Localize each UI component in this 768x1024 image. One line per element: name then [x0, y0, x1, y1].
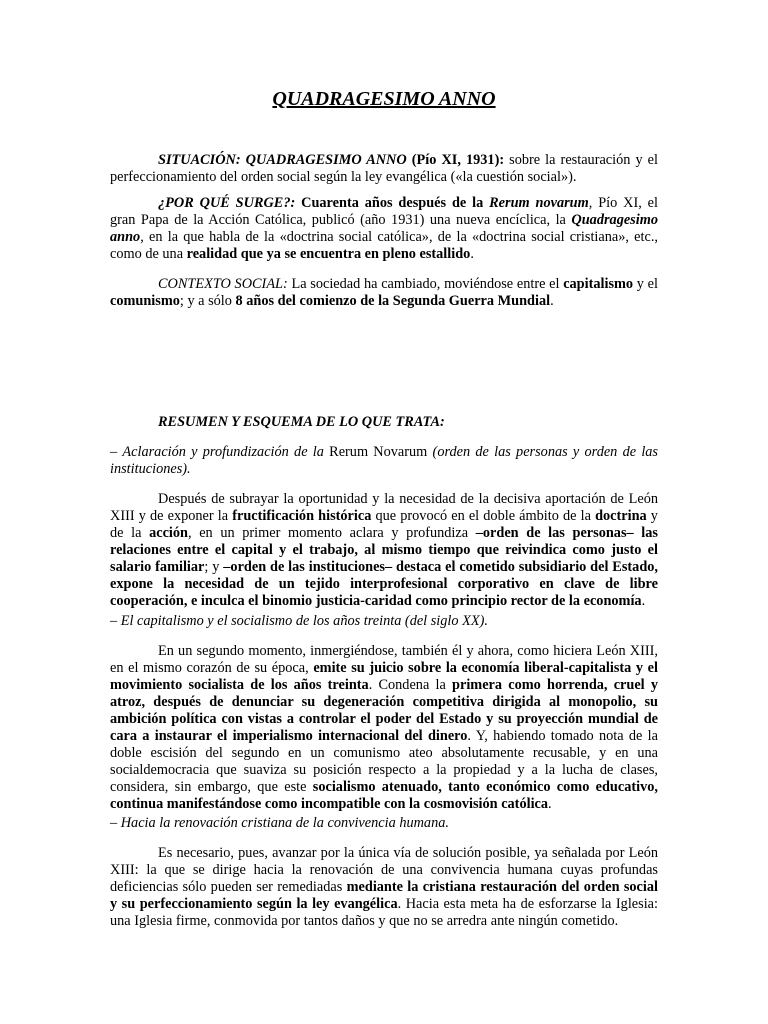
section-1-text: y de la — [110, 508, 658, 541]
situacion-paragraph — [110, 152, 658, 186]
contexto-guerra: 8 años del comienzo de la Segunda Guerra Mundial — [235, 293, 551, 309]
situacion-date: (Pío XI, 1931): — [411, 152, 505, 168]
section-1-heading — [110, 444, 658, 478]
section-2-text: . Condena la — [368, 677, 453, 693]
contexto-text-5: ; y a sólo — [179, 293, 236, 309]
section-2-emph: socialismo atenuado, tanto económico como educativo, continua manifestándose como incompatible con la cosmovisión católica — [110, 779, 658, 812]
section-2-emph: emite su juicio sobre la economía liberal-capitalista y el movimiento socialista de los años treinta — [110, 660, 658, 693]
section-3-text: . Hacia esta meta ha de esforzarse la Iglesia: una Iglesia firme, conmovida por tantos daños y que no se arredra ante ningún cometido. — [110, 896, 659, 929]
section-1-title: Aclaración y profundización de la — [122, 444, 330, 460]
section-1-text: . — [641, 593, 646, 609]
contexto-text-1: La sociedad ha cambiado, moviéndose entre el — [287, 276, 564, 292]
section-1-emph: acción — [149, 525, 188, 541]
por-que-rerum: Rerum novarum — [489, 195, 589, 211]
section-1-text: Después de subrayar la oportunidad y la necesidad de la decisiva aportación de León XIII y de exponer la — [110, 491, 658, 524]
por-que-quadragesimo: Quadragesimo anno — [110, 212, 658, 245]
contexto-text-3: y el — [633, 276, 658, 292]
section-1-text: que provocó en el doble ámbito de la — [371, 508, 596, 524]
section-1-emph: –orden de las instituciones– destaca el cometido subsidiario del Estado, expone la necesidad de un tejido interprofesional corporativo en clave de libre cooperación, e inculca el binomio justicia-caridad como principio rector de la economía — [110, 559, 658, 609]
section-3-heading — [110, 815, 658, 832]
contexto-text-7: . — [550, 293, 554, 309]
section-1-emph: doctrina — [595, 508, 647, 524]
contexto-label: CONTEXTO SOCIAL: — [158, 276, 288, 292]
section-3-emph: mediante la cristiana restauración del orden social y su perfeccionamiento según la ley evangélica — [110, 879, 658, 912]
por-que-label: ¿POR QUÉ SURGE?: — [158, 195, 296, 211]
situacion-label: SITUACIÓN: QUADRAGESIMO ANNO — [158, 152, 407, 168]
contexto-paragraph — [110, 276, 658, 310]
section-3-paragraph — [110, 845, 658, 930]
section-2-title: El capitalismo y el socialismo de los años treinta (del siglo XX). — [120, 613, 488, 629]
por-que-text-1: Cuarenta años después de la — [295, 195, 490, 211]
por-que-text-3: , Pío XI, el gran Papa de la Acción Católica, publicó (año 1931) una nueva encíclica, la — [110, 195, 658, 228]
contexto-capitalismo: capitalismo — [563, 276, 634, 292]
section-1-text: ; y — [204, 559, 224, 575]
section-1-text: , en un primer momento aclara y profundiza — [188, 525, 476, 541]
por-que-text-5: , en la que habla de la «doctrina social católica», de la «doctrina social cristiana», etc., como de una — [110, 229, 658, 262]
por-que-realidad: realidad que ya se encuentra en pleno estallido — [186, 246, 471, 262]
section-2-text: En un segundo momento, inmergiéndose, también él y ahora, como hiciera León XIII, en el mismo corazón de su época, — [110, 643, 658, 676]
section-3-title: Hacia la renovación cristiana de la convivencia humana. — [120, 815, 449, 831]
situacion-text: sobre la restauración y el perfeccionamiento del orden social según la ley evangélica («la cuestión social»). — [110, 152, 658, 185]
section-3-dash: – — [110, 815, 121, 831]
section-1-emph: fructificación histórica — [232, 508, 372, 524]
section-1-dash: – — [110, 444, 123, 460]
section-3-text: Es necesario, pues, avanzar por la única vía de solución posible, ya señalada por León XIII: la que se dirige hacia la renovación de una convivencia humana cuyas profundas deficiencias sólo pueden ser remediadas — [110, 845, 658, 895]
section-1-subtitle: (orden de las personas y orden de las instituciones). — [110, 444, 658, 477]
section-2-dash: – — [110, 613, 121, 629]
section-1-rerum: Rerum Novarum — [329, 444, 428, 460]
section-1-emph: –orden de las personas– las relaciones entre el capital y el trabajo, al mismo tiempo que reivindica como justo el salario familiar — [110, 525, 658, 575]
section-2-text: . — [548, 796, 552, 812]
section-2-text: . Y, habiendo tomado nota de la doble escisión del segundo en un comunismo ateo absolutamente recusable, y en una socialdemocracia que suaviza su posición respecto a la propiedad y a la lucha de clases, considera, sin embargo, que este — [110, 728, 658, 795]
section-2-emph: primera como horrenda, cruel y atroz, después de denunciar su degeneración competitiva dirigida al monopolio, su ambición política con vistas a controlar el poder del Estado y su proyección mundial de cara a instaurar el imperialismo internacional del dinero — [110, 677, 658, 744]
section-2-heading — [110, 613, 658, 630]
document-title: QUADRAGESIMO ANNO — [272, 88, 496, 110]
section-1-paragraph — [110, 491, 658, 610]
contexto-comunismo: comunismo — [110, 293, 180, 309]
por-que-text-7: . — [470, 246, 474, 262]
resumen-heading: RESUMEN Y ESQUEMA DE LO QUE TRATA: — [158, 414, 445, 430]
por-que-paragraph — [110, 195, 658, 263]
resumen-heading-paragraph — [110, 414, 658, 431]
section-2-paragraph — [110, 643, 658, 813]
